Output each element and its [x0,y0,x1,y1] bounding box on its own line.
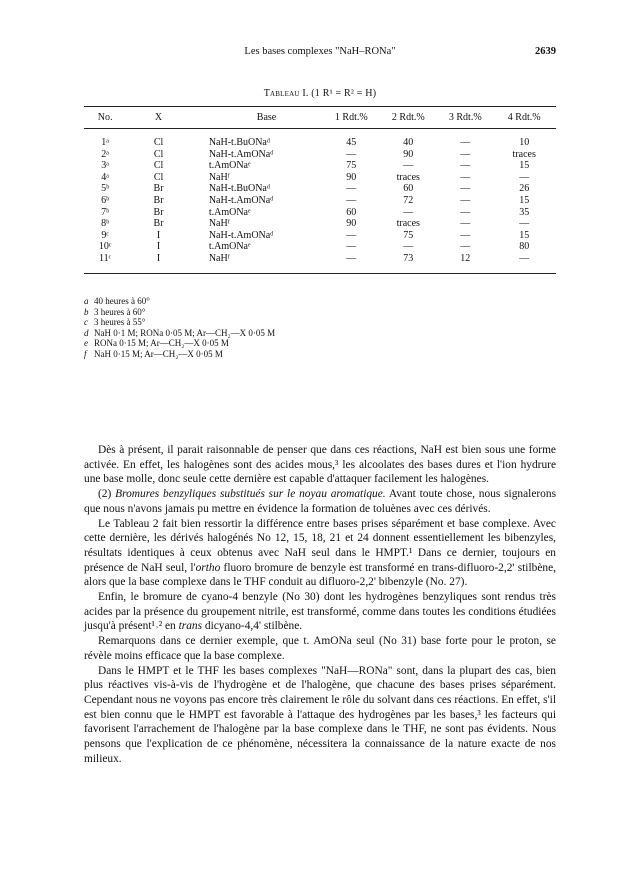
footnote-mark: e [84,338,88,349]
cell-rdt1: — [346,229,357,241]
cell-no: 8ᵇ [101,218,110,230]
cell-rdt3: — [460,229,471,241]
cell-no: 3ᵃ [101,160,109,172]
cell-rdt2: — [403,206,414,218]
cell-no: 4ᵃ [101,171,109,183]
table-row [84,207,556,219]
footnote-mark: f [84,348,87,359]
cell-x: I [156,229,161,241]
cell-base: t.AmONaᵉ [208,160,251,172]
paragraph [84,517,556,591]
col-header-rdt3: 3 Rdt.% [438,107,492,129]
cell-rdt4: — [492,253,556,273]
cell-base: NaHᶠ [208,171,230,183]
results-table [84,106,556,274]
cell-rdt3: — [460,171,471,183]
cell-rdt3: — [460,148,471,160]
cell-base: NaH-t.BuONaᵈ [208,183,270,195]
paragraph: Remarquons dans ce dernier exemple, que t. AmONa seul (No 31) base forte pour le proton, se révèle moins efficace que la base complexe. [84,635,556,662]
cell-no: 2ᵃ [101,148,109,160]
footnote-mark: d [84,327,89,338]
cell-no: 7ᵇ [101,206,110,218]
footnote [84,328,275,339]
paragraph-text: dicyano-4,4' stilbène. [202,620,303,633]
table-row [84,160,556,172]
table-footnotes [84,296,275,360]
paragraph-text: Enfin, le bromure de cyano-4 benzyle (No 30) dont les hydrogènes benzyliques sont rendus très acides par la présence du groupement nitrile, est transformé, comme dans toutes les conditions étudiées jusqu'à présent¹˒² en [84,591,556,633]
cell-rdt1: 75 [346,160,357,172]
cell-rdt1: — [346,241,357,253]
footnote [84,296,275,307]
paragraph: Dès à présent, il parait raisonnable de penser que dans ces réactions, NaH est bien sous une forme activée. En effet, les halogènes sont des acides mous,³ les alcoolates des bases dures et l'ion hydrure une base molle, donc seule cette dernière est capable d'attaquer facilement les halogènes. [84,444,556,486]
running-title: Les bases complexes "NaH–RONa" [244,46,396,57]
table-caption [84,88,556,99]
cell-rdt4: — [519,171,530,183]
footnote-mark: b [84,306,89,317]
col-header-no: No. [84,107,126,129]
page-number: 2639 [535,46,556,57]
cell-rdt2: traces [396,171,420,183]
table-row [84,149,556,161]
cell-rdt4: 15 [519,194,530,206]
cell-rdt2: 73 [378,253,438,273]
section-heading: Bromures benzyliques substitués sur le noyau aromatique. [115,488,386,501]
cell-base: NaHᶠ [208,218,230,230]
cell-rdt4: 35 [519,206,530,218]
cell-rdt3: — [460,137,471,148]
cell-rdt3: — [460,206,471,218]
cell-rdt1: 60 [346,206,357,218]
emphasis: trans [178,620,203,633]
cell-base: t.AmONaᵉ [208,241,251,253]
cell-no: 11ᶜ [84,253,126,273]
cell-x: I [126,253,191,273]
col-header-base: Base [191,107,324,129]
paragraph [84,590,556,634]
table-row [84,129,556,149]
paragraph-text: Avant toute chose, nous signalerons que nous n'avons jamais pu mettre en évidence la formation de toluènes avec ces dérivés. [84,488,557,515]
cell-base: NaH-t.AmONaᵈ [208,148,274,160]
footnote [84,338,275,349]
cell-x: Cl [153,160,164,172]
cell-rdt1: — [346,148,357,160]
cell-rdt1: 90 [346,171,357,183]
cell-no: 6ᵇ [101,194,110,206]
cell-rdt4: traces [512,148,536,160]
cell-rdt3: 12 [438,253,492,273]
footnote-text: NaH 0·1 M; RONa 0·05 M; Ar—CH₂—X 0·05 M [94,327,276,338]
paragraph [84,487,556,516]
cell-x: Cl [153,171,164,183]
cell-base: NaH-t.AmONaᵈ [208,229,274,241]
footnote-text: NaH 0·15 M; Ar—CH₂—X 0·05 M [94,348,223,359]
footnote-text: RONa 0·15 M; Ar—CH₂—X 0·05 M [94,338,229,349]
table-row [84,230,556,242]
cell-rdt4: — [519,218,530,230]
cell-x: Br [153,194,164,206]
footnote-text: 40 heures à 60° [94,296,150,306]
table-row [84,218,556,230]
cell-rdt2: — [403,241,414,253]
table-row [84,253,556,273]
cell-x: Br [153,183,164,195]
table-row [84,195,556,207]
cell-rdt3: — [460,218,471,230]
running-header [84,46,556,60]
paragraph-text: Le Tableau 2 fait bien ressortir la différence entre bases prises séparément et base complexe. Avec cette dernière, les dérivés halogénés No 12, 15, 18, 21 et 24 donnent essentiellement les bibenzyles, résultats identiques à ceux obtenus avec NaH seul dans le HMPT.¹ Dans ce dernier, toujours en présence de NaH seul, l' [84,517,556,574]
cell-x: Br [153,218,164,230]
col-header-x: X [126,107,191,129]
cell-no: 9ᶜ [101,229,109,241]
cell-rdt4: 15 [519,229,530,241]
footnote [84,307,275,318]
table-row [84,183,556,195]
footnote-mark: a [84,296,89,306]
col-header-rdt1: 1 Rdt.% [324,107,378,129]
cell-rdt3: — [460,194,471,206]
cell-rdt1: — [346,194,357,206]
cell-rdt2: 72 [403,194,414,206]
paragraph-text: fluoro bromure de benzyle est transformé en trans-difluoro-2,2' stilbène, alors que la base complexe dans le THF conduit au difluoro-2,2' bibenzyle (No. 27). [84,561,556,589]
cell-rdt3: — [460,241,471,253]
table-row [84,241,556,253]
cell-x: Br [153,206,164,218]
cell-base: NaHᶠ [191,253,324,273]
cell-x: Cl [153,148,164,160]
cell-rdt3: — [460,160,471,172]
cell-rdt4: 80 [519,241,530,253]
footnote-mark: c [84,317,88,328]
cell-no: 10ᶜ [98,241,112,253]
section-number: (2) [98,488,112,501]
cell-rdt2: 60 [403,183,414,195]
cell-x: I [156,241,161,253]
cell-rdt1: 45 [346,137,357,148]
table-row [84,172,556,184]
cell-rdt4: 10 [519,137,530,148]
cell-rdt2: 90 [403,148,414,160]
footnote-text: 3 heures à 60° [94,306,146,317]
cell-rdt2: — [403,160,414,172]
cell-no: 5ᵇ [101,183,110,195]
paragraph: Dans le HMPT et le THF les bases complexes "NaH—RONa" sont, dans la plupart des cas, bien plus réactives vis-à-vis de l'hydrogène et de l'halogène, que chacune des bases prises séparément. Cependant nous ne voyons pas encore très clairement le rôle du solvant dans ces réactions. En effet, s'il est bien connu que le HMPT est favorable à l'attaque des hydrogènes par les bases,³ les facteurs qui favorisent l'arrachement de l'halogène par la base complexe dans le THF, ne sont pas évidents. Nous pensons que l'explication de ce phénomène, nécessitera la connaissance de la nature exacte de nos milieux. [84,664,556,765]
cell-rdt2: 40 [403,137,414,148]
cell-rdt1: — [324,253,378,273]
footnote-text: 3 heures à 55° [94,317,146,328]
body-text [84,443,556,766]
cell-rdt2: 75 [403,229,414,241]
table-header-row [84,107,556,129]
table-caption-condition: (1 R¹ = R² = H) [311,88,377,99]
footnote [84,349,275,360]
cell-rdt1: 90 [346,218,357,230]
cell-rdt4: 26 [519,183,530,195]
cell-x: Cl [153,137,164,148]
cell-rdt4: 15 [519,160,530,172]
cell-base: NaH-t.BuONaᵈ [208,137,270,148]
cell-rdt2: traces [396,218,420,230]
cell-base: t.AmONaᵉ [208,206,251,218]
emphasis: ortho [195,561,221,574]
col-header-rdt2: 2 Rdt.% [378,107,438,129]
cell-rdt1: — [346,183,357,195]
cell-base: NaH-t.AmONaᵈ [208,194,274,206]
footnote [84,317,275,328]
cell-no: 1ᵃ [101,137,109,148]
col-header-rdt4: 4 Rdt.% [492,107,556,129]
table-caption-label: Tableau I. [263,88,309,99]
cell-rdt3: — [460,183,471,195]
